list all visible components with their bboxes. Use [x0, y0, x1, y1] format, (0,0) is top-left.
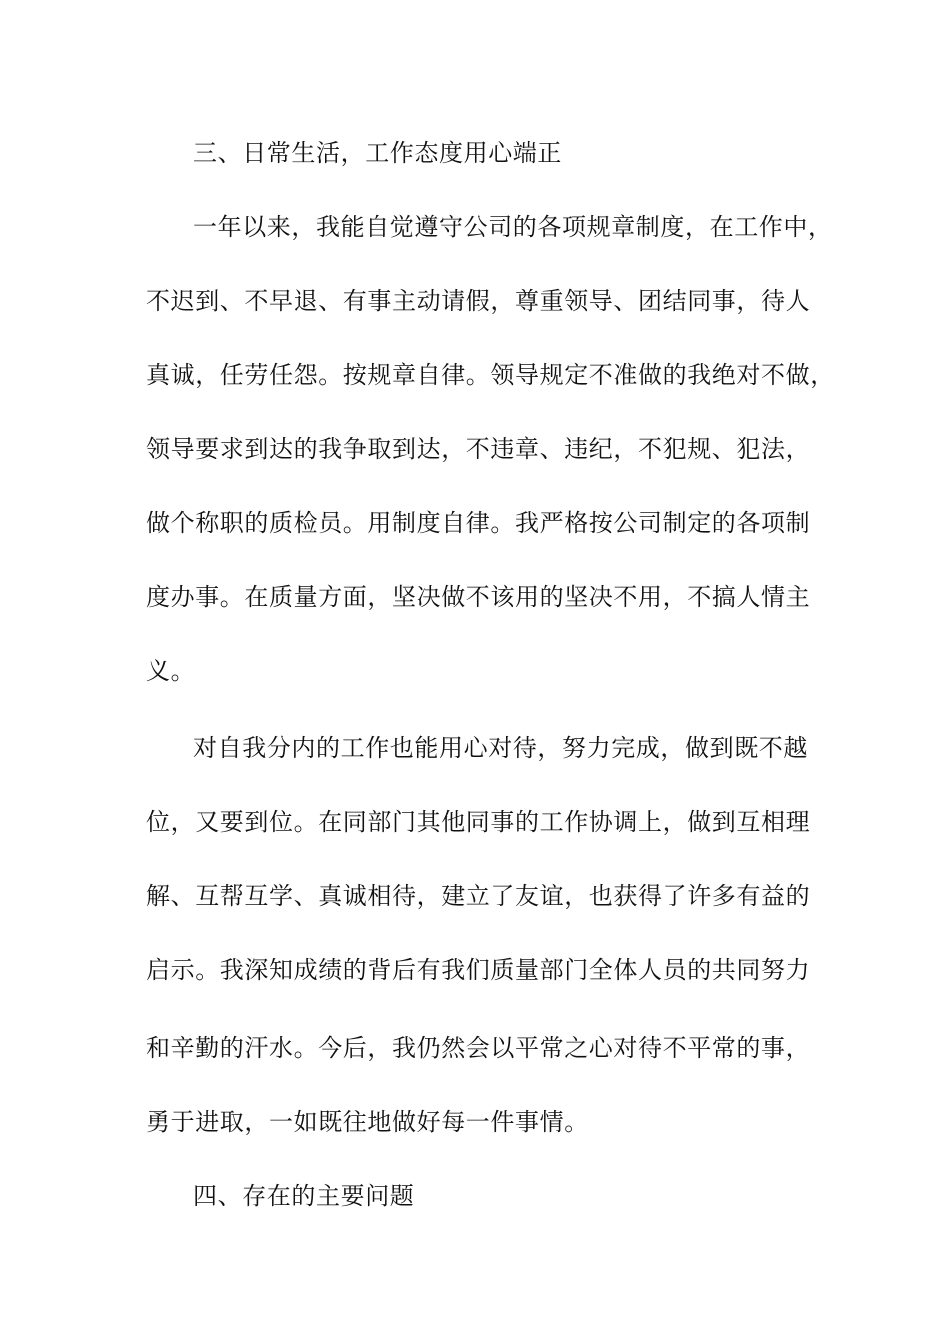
- paragraph-line: 一年以来，我能自觉遵守公司的各项规章制度，在工作中，: [193, 213, 833, 241]
- paragraph-line: 对自我分内的工作也能用心对待，努力完成，做到既不越: [193, 734, 808, 762]
- section-heading-3: 三、日常生活，工作态度用心端正: [193, 139, 562, 167]
- paragraph-line: 义。: [146, 657, 196, 685]
- paragraph-line: 度办事。在质量方面，坚决做不该用的坚决不用，不搞人情主: [146, 583, 811, 611]
- paragraph-line: 不迟到、不早退、有事主动请假，尊重领导、团结同事，待人: [146, 287, 811, 315]
- paragraph-line: 位，又要到位。在同部门其他同事的工作协调上，做到互相理: [146, 808, 811, 836]
- paragraph-line: 领导要求到达的我争取到达，不违章、违纪，不犯规、犯法，: [146, 435, 811, 463]
- paragraph-line: 和辛勤的汗水。今后，我仍然会以平常之心对待不平常的事，: [146, 1034, 811, 1062]
- section-heading-4: 四、存在的主要问题: [193, 1182, 415, 1210]
- paragraph-line: 做个称职的质检员。用制度自律。我严格按公司制定的各项制: [146, 509, 811, 537]
- paragraph-line: 真诚，任劳任怨。按规章自律。领导规定不准做的我绝对不做，: [146, 361, 835, 389]
- paragraph-line: 解、互帮互学、真诚相待，建立了友谊，也获得了许多有益的: [146, 882, 811, 910]
- paragraph-line: 启示。我深知成绩的背后有我们质量部门全体人员的共同努力: [146, 956, 811, 984]
- paragraph-line: 勇于进取，一如既往地做好每一件事情。: [146, 1108, 589, 1136]
